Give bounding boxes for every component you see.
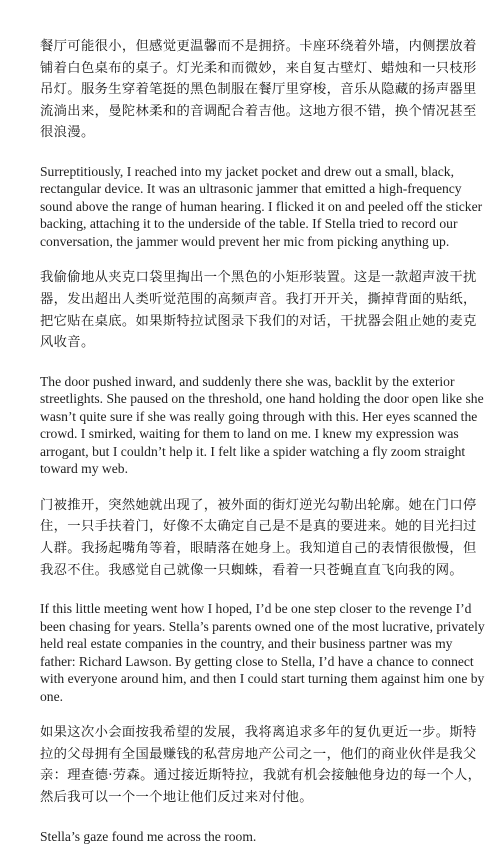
paragraph-zh-jammer: 我偷偷地从夹克口袋里掏出一个黑色的小矩形装置。这是一款超声波干扰器，发出超出人类听觉范围的高频声音。我打开开关，撕掉背面的贴纸，把它贴在桌底。如果斯特拉试图录下我们的对话，干扰器会阻止她的麦克风收音。 — [40, 270, 477, 351]
paragraph-en-revenge: If this little meeting went how I hoped, I’d be one step closer to the revenge I’d been chasing for years. Stella’s parents owned one of the most lucrative, privately held real estate companies in the country, and their business partner was my father: Richard Lawson. By getting close to Stella, I’d have a chance to connect with everyone around him, and then I could start turning them against him one by one. — [40, 601, 485, 704]
paragraph-zh-revenge: 如果这次小会面按我希望的发展，我将离追求多年的复仇更近一步。斯特拉的父母拥有全国最赚钱的私营房地产公司之一，他们的商业伙伴是我父亲：理查德·劳森。通过接近斯特拉，我就有机会接触他身边的每一个人，然后我可以一个一个地让他们反过来对付他。 — [40, 725, 482, 805]
paragraph-zh-door: 门被推开，突然她就出现了，被外面的街灯逆光勾勒出轮廓。她在门口停住，一只手扶着门，好像不太确定自己是不是真的要进来。她的目光扫过人群。我扬起嘴角等着，眼睛落在她身上。我知道自己的表情很傲慢，但我忍不住。我感觉自己就像一只蜘蛛，看着一只苍蝇直直飞向我的网。 — [40, 497, 477, 578]
paragraph-zh-restaurant: 餐厅可能很小，但感觉更温馨而不是拥挤。卡座环绕着外墙，内侧摆放着铺着白色桌布的桌子。灯光柔和而微妙，来自复古壁灯、蜡烛和一只枝形吊灯。服务生穿着笔挺的黑色制服在餐厅里穿梭，音乐从隐藏的扬声器里流淌出来，曼陀林柔和的音调配合着吉他。这地方很不错，换个情况甚至很浪漫。 — [40, 39, 477, 141]
paragraph-en-door: The door pushed inward, and suddenly there she was, backlit by the exterior streetlights. She paused on the threshold, one hand holding the door open like she wasn’t quite sure if she was really going through with this. Her eyes scanned the crowd. I smirked, waiting for them to land on me. I knew my expression was arrogant, but I couldn’t help it. I felt like a spider watching a fly zoom straight toward my web. — [40, 373, 484, 477]
paragraph-en-jammer: Surreptitiously, I reached into my jacket pocket and drew out a small, black, rectangular device. It was an ultrasonic jammer that emitted a high-frequency sound above the range of human hearing. I flicked it on and peeled off the sticker backing, attaching it to the underside of the table. If Stella tried to record our conversation, the jammer would prevent her mic from picking anything up. — [40, 163, 483, 249]
article-body — [40, 36, 486, 845]
paragraph-en-gaze: Stella’s gaze found me across the room. — [40, 828, 257, 844]
